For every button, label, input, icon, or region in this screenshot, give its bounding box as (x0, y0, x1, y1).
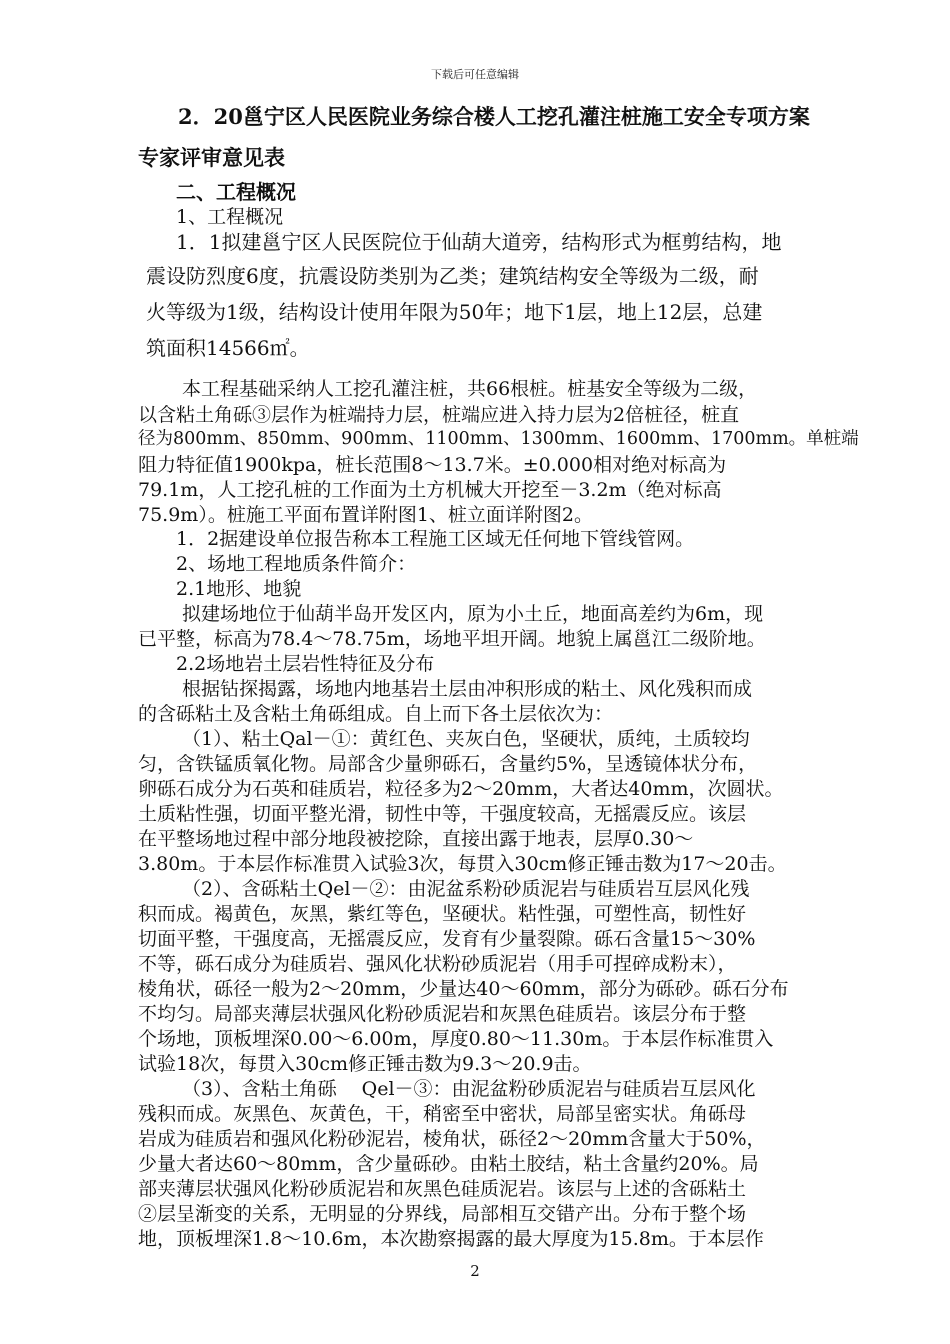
body-line: ②层呈渐变的关系，无明显的分界线，局部相互交错产出。分布于整个场 (138, 1203, 747, 1225)
body-line: 不均匀。局部夹薄层状强风化粉砂质泥岩和灰黑色硅质岩。该层分布于整 (138, 1003, 747, 1025)
page-number: 2 (470, 1262, 480, 1280)
body-line: 不等，砾石成分为硅质岩、强风化状粉砂质泥岩（用手可捏碎成粉末）， (138, 953, 737, 975)
body-line: 径为800mm、850mm、900mm、1100mm、1300mm、1600mm、1700mm。单桩端 (138, 429, 859, 449)
body-line: 试验18次，每贯入30cm修正锤击数为9.3～20.9击。 (138, 1053, 592, 1075)
body-line: 少量大者达60～80mm，含少量砾砂。由粘土胶结，粘土含量约20%。局 (138, 1153, 759, 1175)
body-line: 1、工程概况 (176, 206, 284, 228)
body-line: 岩成为硅质岩和强风化粉砂泥岩，棱角状，砾径2～20mm含量大于50%， (138, 1128, 766, 1150)
body-line: 拟建场地位于仙葫半岛开发区内，原为小土丘，地面高差约为6m，现 (182, 603, 764, 625)
title-line-1: 2．20邕宁区人民医院业务综合楼人工挖孔灌注桩施工安全专项方案 (178, 104, 810, 129)
body-line: 2.2场地岩土层岩性特征及分布 (176, 653, 435, 675)
body-line: 3.80m。于本层作标准贯入试验3次，每贯入30cm修正锤击数为17～20击。 (138, 853, 787, 875)
body-line: 火等级为1级，结构设计使用年限为50年；地下1层，地上12层，总建 (146, 300, 763, 324)
title-line-2: 专家评审意见表 (138, 145, 285, 170)
body-line: 2、场地工程地质条件简介： (176, 553, 417, 575)
page-header: 下载后可任意编辑 (431, 68, 519, 81)
body-line: 已平整，标高为78.4～78.75m，场地平坦开阔。地貌上属邕江二级阶地。 (138, 628, 766, 650)
body-line: 以含粘土角砾③层作为桩端持力层，桩端应进入持力层为2倍桩径，桩直 (138, 404, 740, 426)
body-line: 本工程基础采纳人工挖孔灌注桩，共66根桩。桩基安全等级为二级， (182, 378, 758, 400)
body-line: 1．2据建设单位报告称本工程施工区域无任何地下管线管网。 (176, 528, 695, 550)
body-line: 土质粘性强，切面平整光滑，韧性中等，干强度较高，无摇震反应。该层 (138, 803, 747, 825)
body-line: 个场地，顶板埋深0.00～6.00m，厚度0.80～11.30m。于本层作标准贯入 (138, 1028, 774, 1050)
body-line: 卵砾石成分为石英和硅质岩，粒径多为2～20mm，大者达40mm，次圆状。 (138, 778, 784, 800)
body-line: 棱角状，砾径一般为2～20mm，少量达40～60mm，部分为砾砂。砾石分布 (138, 978, 789, 1000)
body-line: 的含砾粘土及含粘土角砾组成。自上而下各土层依次为： (138, 703, 614, 725)
body-line: 积而成。褐黄色，灰黑，紫红等色，坚硬状。粘性强，可塑性高，韧性好 (138, 903, 747, 925)
body-line: 1．1拟建邕宁区人民医院位于仙葫大道旁，结构形式为框剪结构，地 (176, 230, 782, 254)
body-line: 匀，含铁锰质氧化物。局部含少量卵砾石，含量约5%，呈透镜体状分布， (138, 753, 758, 775)
body-line: 震设防烈度6度，抗震设防类别为乙类；建筑结构安全等级为二级，耐 (146, 264, 759, 288)
body-line: （2）、含砾粘土Qel－②：由泥盆系粉砂质泥岩与硅质岩互层风化残 (182, 878, 750, 900)
body-line: 地，顶板埋深1.8～10.6m，本次勘察揭露的最大厚度为15.8m。于本层作 (138, 1228, 764, 1250)
section-heading: 二、工程概况 (176, 180, 296, 204)
body-line: （1）、粘土Qal－①：黄红色、夹灰白色，坚硬状，质纯，土质较均 (182, 728, 750, 750)
body-line: 部夹薄层状强风化粉砂质泥岩和灰黑色硅质泥岩。该层与上述的含砾粘土 (138, 1178, 747, 1200)
body-line: 在平整场地过程中部分地段被挖除，直接出露于地表，层厚0.30～ (138, 828, 694, 850)
body-line: 2.1地形、地貌 (176, 578, 302, 600)
body-line: 筑面积14566㎡。 (146, 336, 310, 360)
body-line: 75.9m）。桩施工平面布置详附图1、桩立面详附图2。 (138, 504, 593, 526)
body-line: （3）、含粘土角砾 Qel－③：由泥盆粉砂质泥岩与硅质岩互层风化 (182, 1078, 756, 1100)
document-title (138, 96, 868, 178)
body-line: 阻力特征值1900kpa，桩长范围8～13.7米。±0.000相对绝对标高为 (138, 454, 727, 476)
body-line: 切面平整，干强度高，无摇震反应，发育有少量裂隙。砾石含量15～30% (138, 928, 756, 950)
body-line: 79.1m，人工挖孔桩的工作面为土方机械大开挖至－3.2m（绝对标高 (138, 479, 722, 501)
body-line: 根据钻探揭露，场地内地基岩土层由冲积形成的粘土、风化残积而成 (182, 678, 753, 700)
body-line: 残积而成。灰黑色、灰黄色，干，稍密至中密状，局部呈密实状。角砾母 (138, 1103, 747, 1125)
